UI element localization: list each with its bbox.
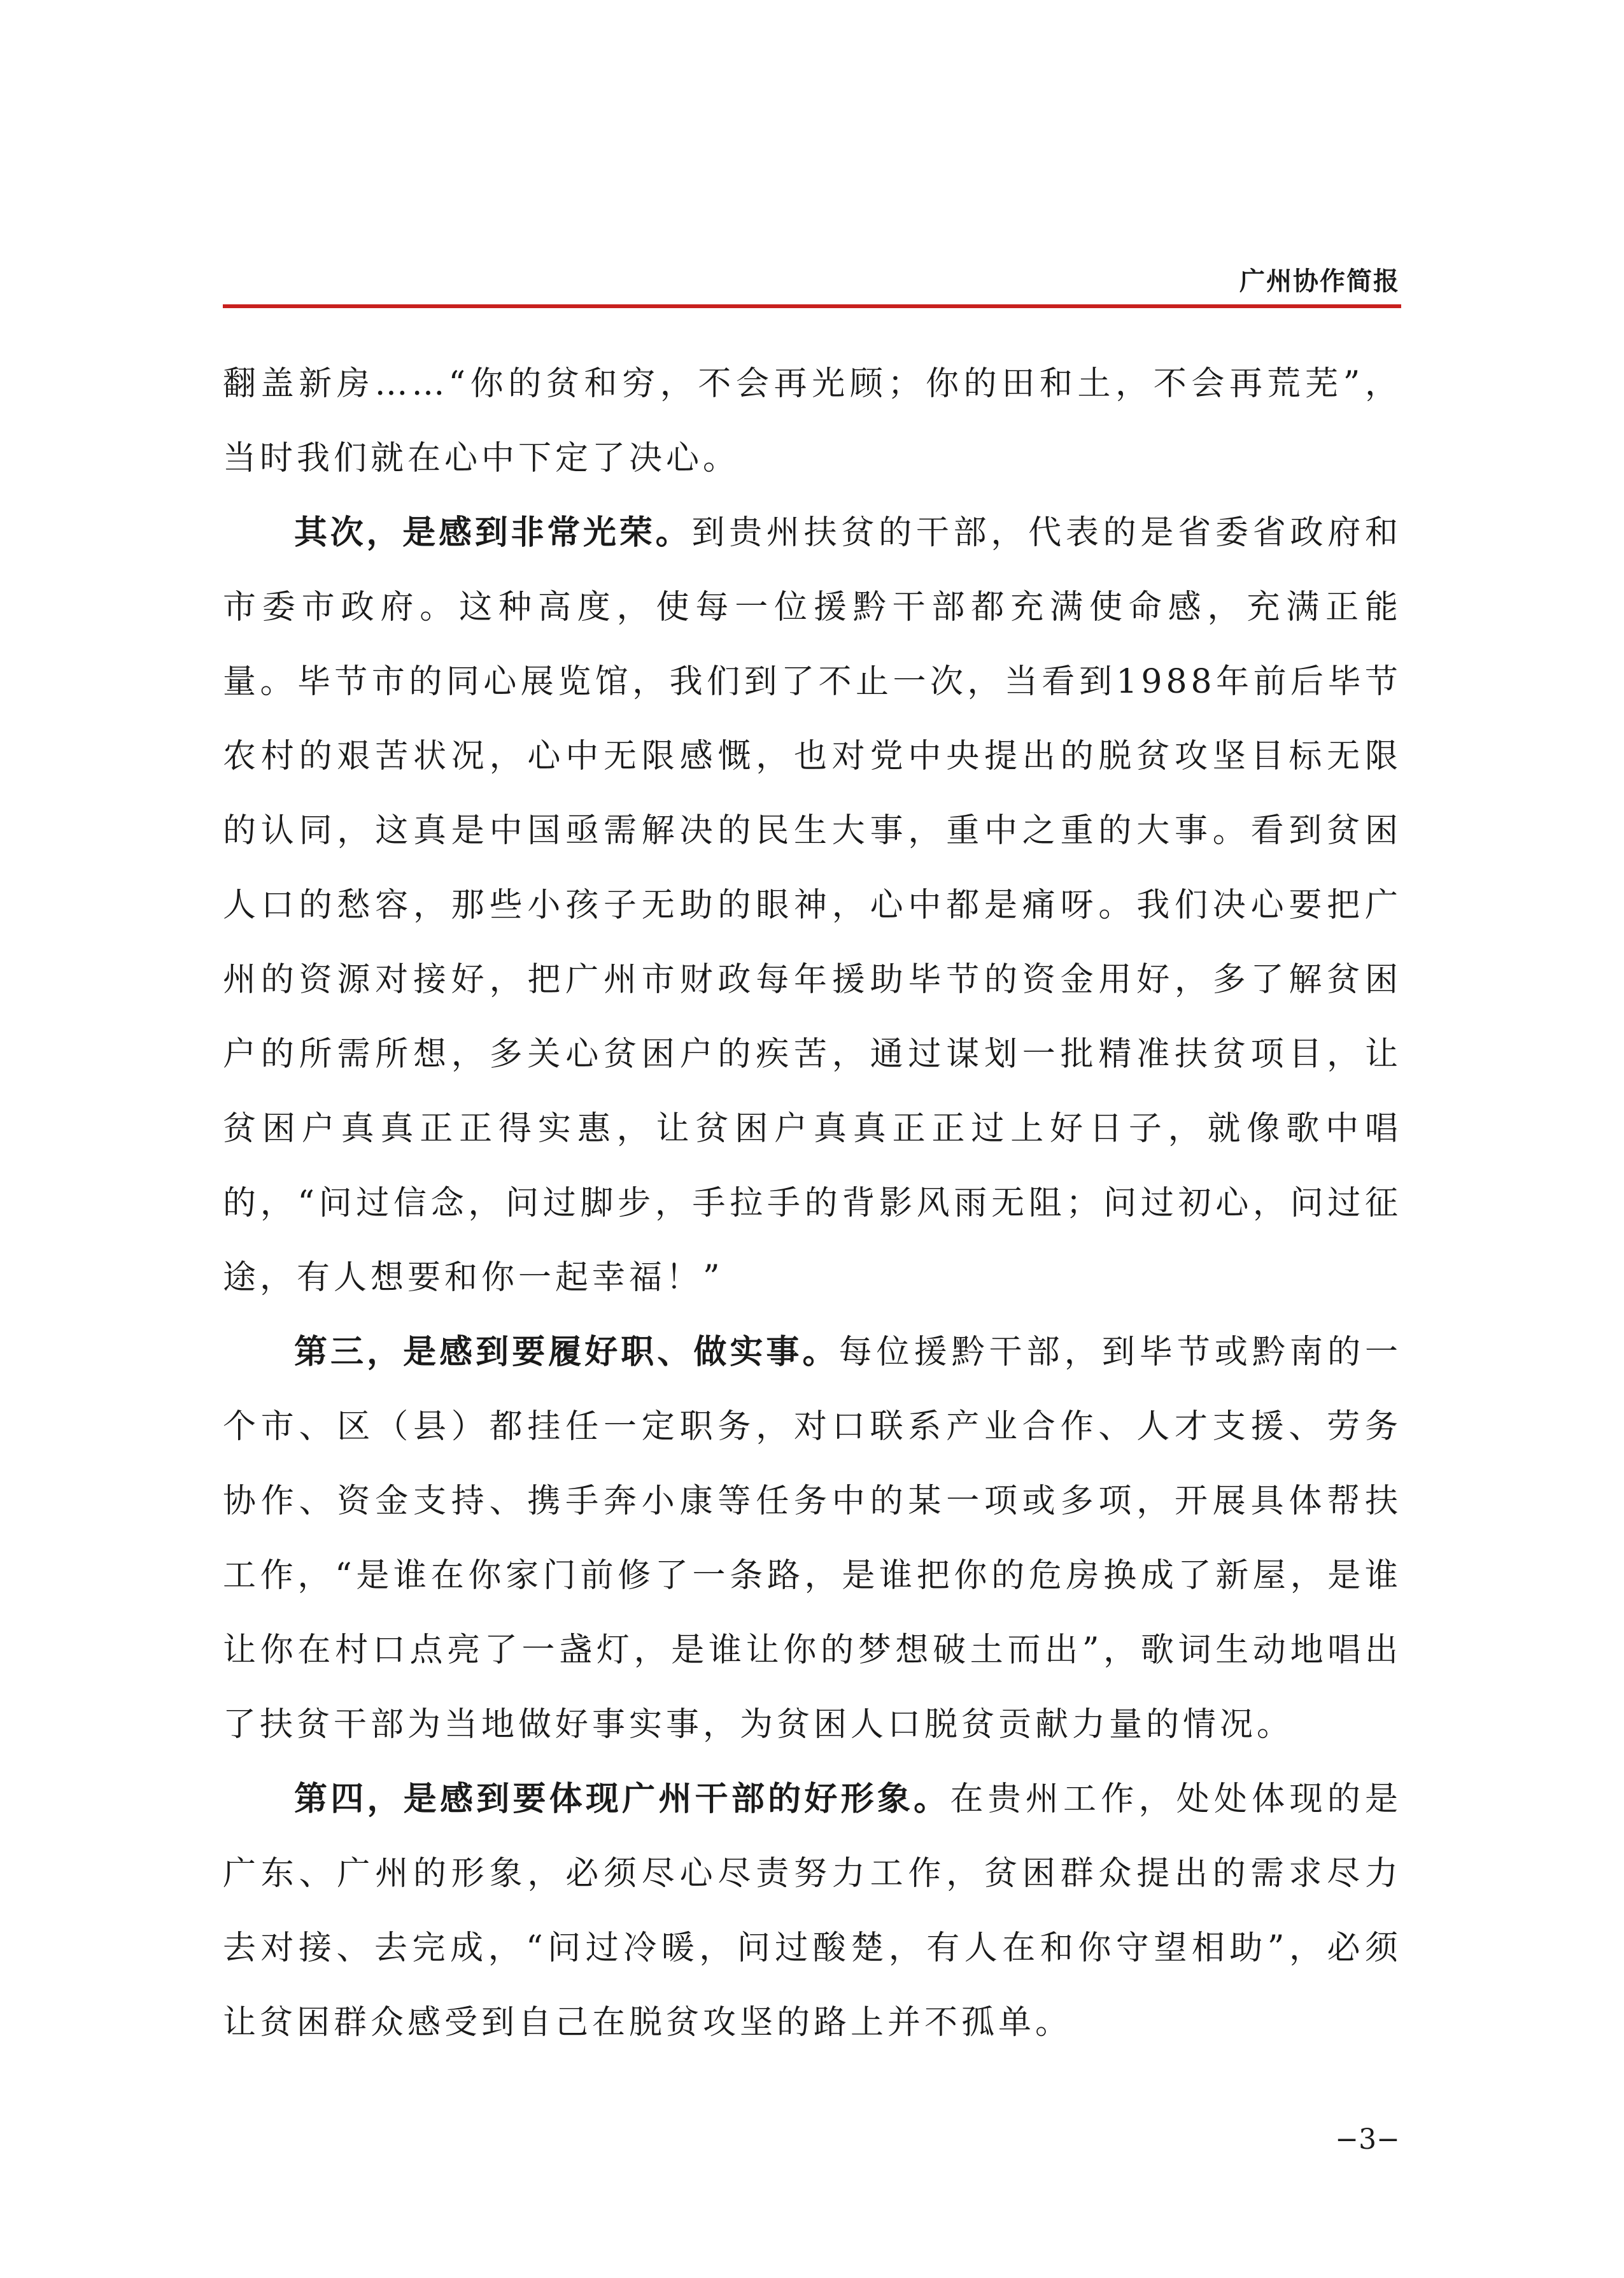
paragraph-third-point (223, 1315, 1402, 1762)
article-body (223, 347, 1402, 2060)
paragraph-lead: 第四，是感到要体现广州干部的好形象。 (294, 1780, 950, 1818)
paragraph-fourth-point (223, 1762, 1402, 2060)
paragraph-text: 每位援黔干部，到毕节或黔南的一个市、区（县）都挂任一定职务，对口联系产业合作、人才支援、劳务协作、资金支持、携手奔小康等任务中的某一项或多项，开展具体帮扶工作，“是谁在你家门前修了一条路，是谁把你的危房换成了新屋，是谁让你在村口点亮了一盏灯，是谁让你的梦想破土而出”，歌词生动地唱出了扶贫干部为当地做好事实事，为贫困人口脱贫贡献力量的情况。 (223, 1333, 1402, 1744)
paragraph-lead: 其次，是感到非常光荣。 (294, 514, 692, 552)
paragraph-continuation (223, 347, 1402, 496)
paragraph-text: 到贵州扶贫的干部，代表的是省委省政府和市委市政府。这种高度，使每一位援黔干部都充满使命感，充满正能量。毕节市的同心展览馆，我们到了不止一次，当看到1988年前后毕节农村的艰苦状况，心中无限感慨，也对党中央提出的脱贫攻坚目标无限的认同，这真是中国亟需解决的民生大事，重中之重的大事。看到贫困人口的愁容，那些小孩子无助的眼神，心中都是痛呀。我们决心要把广州的资源对接好，把广州市财政每年援助毕节的资金用好，多了解贫困户的所需所想，多关心贫困户的疾苦，通过谋划一批精准扶贫项目，让贫困户真真正正得实惠，让贫困户真真正正过上好日子，就像歌中唱的，“问过信念，问过脚步，手拉手的背影风雨无阻；问过初心，问过征途，有人想要和你一起幸福！” (223, 514, 1402, 1297)
header-divider (223, 304, 1401, 308)
paragraph-text: 翻盖新房……“你的贫和穷，不会再光顾；你的田和土，不会再荒芜”，当时我们就在心中下定了决心。 (223, 365, 1402, 478)
header-title: 广州协作简报 (1239, 266, 1400, 296)
paragraph-second-point (223, 496, 1402, 1315)
paragraph-lead: 第三，是感到要履好职、做实事。 (294, 1333, 839, 1371)
page-number: −3− (1335, 2123, 1400, 2156)
paragraph-text: 在贵州工作，处处体现的是广东、广州的形象，必须尽心尽责努力工作，贫困群众提出的需求尽力去对接、去完成，“问过冷暖，问过酸楚，有人在和你守望相助”，必须让贫困群众感受到自己在脱贫攻坚的路上并不孤单。 (223, 1780, 1402, 2042)
